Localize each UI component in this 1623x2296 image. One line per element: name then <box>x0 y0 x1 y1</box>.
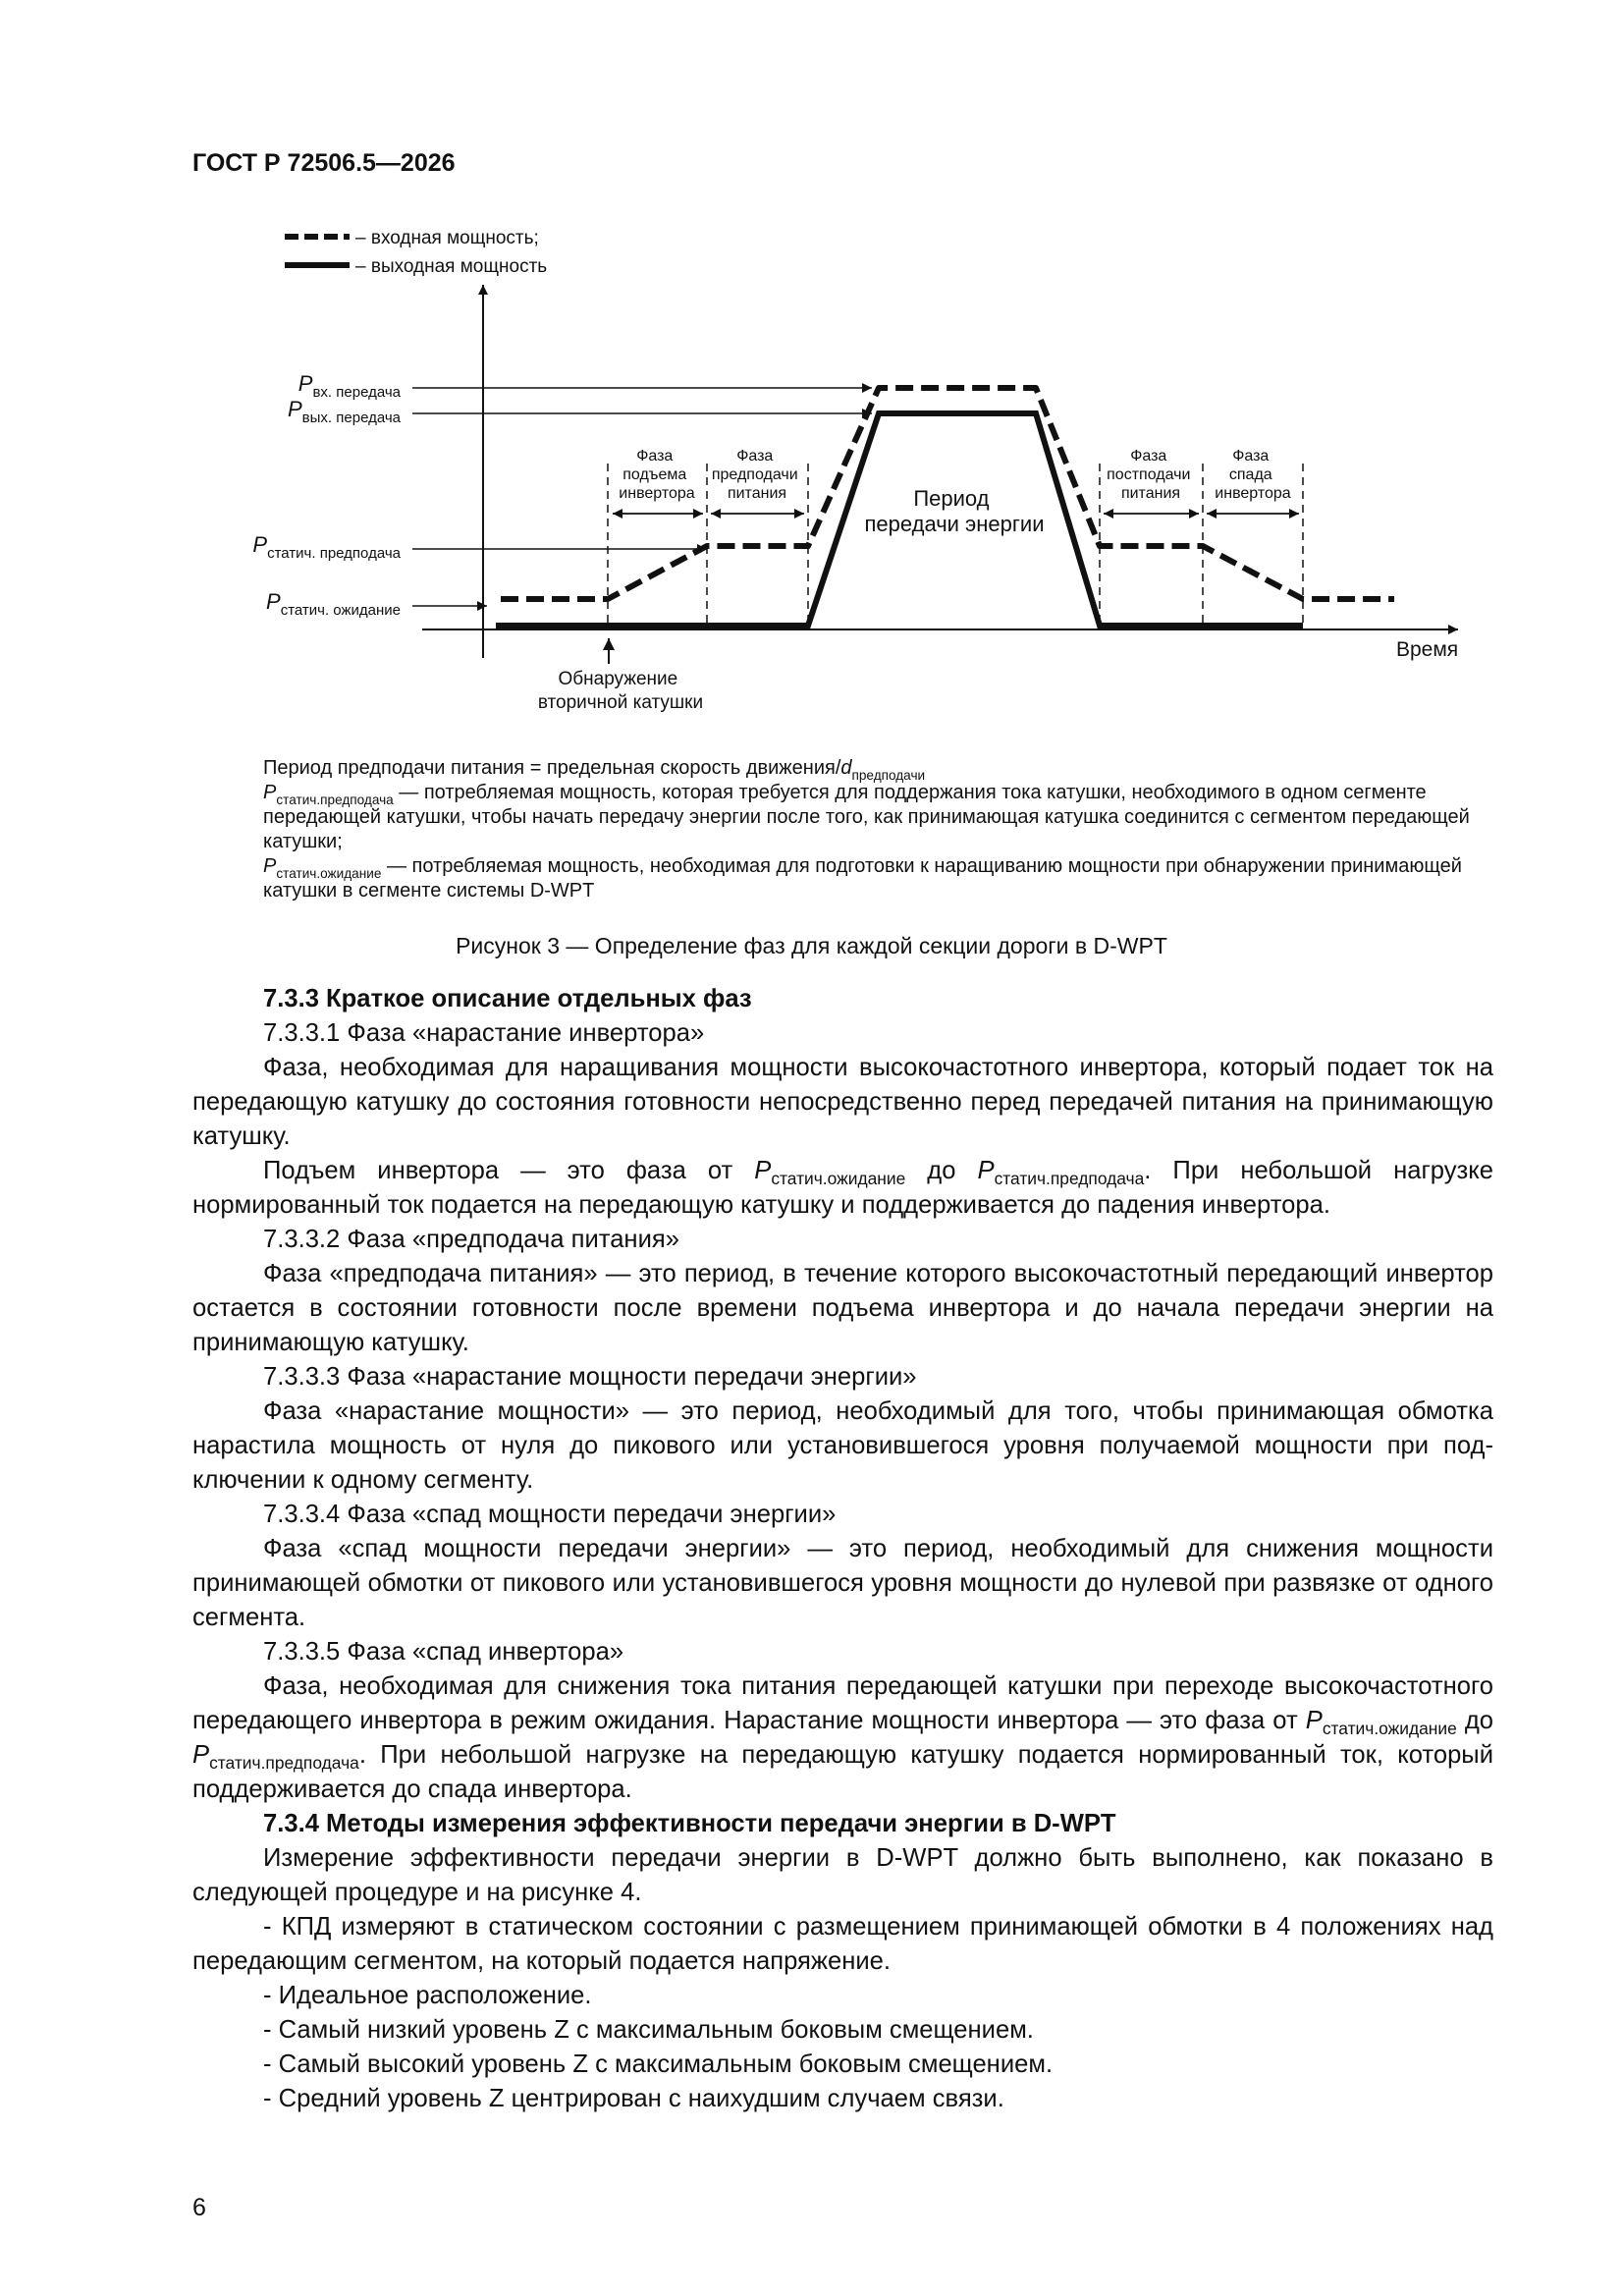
paragraph: Подъем инвертора — это фаза от $P_{статич.ожидание}$ до $P_{статич.предподача}$. При небольшой нагрузке нормированный ток подается на передающую катушку и поддерживается до падения инвертора. <box>192 1157 1494 1219</box>
heading-7-3-3: 7.3.3 Краткое описание отдельных фаз <box>263 985 752 1012</box>
heading-7-3-3-4: 7.3.3.4 Фаза «спад мощности передачи энергии» <box>263 1501 837 1528</box>
detection-label: Обнаружение вторичной катушки <box>537 669 704 713</box>
phase-inverter-down-label: Фаза спада инвертора <box>1215 448 1291 502</box>
figure-legend <box>263 756 1481 903</box>
paragraph: Измерение эффективности передачи энергии в D-WPT должно быть выполнено, как показано в следующей процедуре и на рисунке 4. <box>192 1844 1493 1906</box>
page-number: 6 <box>192 2194 206 2221</box>
legend-note-period: Период предподачи питания = предельная скорость движения/$d_{предподачи}$ <box>263 757 926 783</box>
document-header: ГОСТ Р 72506.5—2026 <box>192 149 456 177</box>
heading-7-3-3-3: 7.3.3.3 Фаза «нарастание мощности передачи энергии» <box>263 1363 917 1391</box>
heading-7-3-3-2: 7.3.3.2 Фаза «предподача питания» <box>263 1226 679 1253</box>
paragraph: Фаза, необходимая для снижения тока питания передающей катушки при переходе высокочастотного передающего инвертора в режим ожидания. Нарастание мощности инвертора — это фаза от $P_{статич.ожидание}$ до $P_{статич.предподача}$. При небольшой нагрузке на передающую катушку подается нормированный ток, который поддерживается до спада инвертора. <box>192 1672 1494 1803</box>
main-text <box>192 982 1493 2116</box>
figure-caption: Рисунок 3 — Определение фаз для каждой секции дороги в D-WPT <box>456 933 1167 958</box>
legend-input-power: – входная мощность; <box>355 228 539 248</box>
label-p-wait: $P_{статич. ожидание}$ <box>266 589 401 619</box>
legend-note-wait: $P_{статич.ожидание}$ — потребляемая мощность, необходимая для подготовки к наращиванию мощности при обнаружении принимающей катушки в сегменте системы D-WPT <box>263 855 1462 902</box>
list-item: - Идеальное расположение. <box>263 1982 592 2009</box>
list-item: - Самый низкий уровень Z с максимальным боковым смещением. <box>263 2016 1034 2044</box>
phase-post-supply-label: Фаза постподачи питания <box>1107 448 1191 502</box>
legend-output-power: – выходная мощность <box>355 256 548 277</box>
phase-diagram <box>0 0 1623 746</box>
legend-note-pre: $P_{статич.предподача}$ — потребляемая мощность, которая требуется для поддержания тока катушки, необходимого в одном сегменте передающей катушки, чтобы начать передачу энергии после того, как принимающая катушка соединится с сегментом передающей катушки; <box>263 782 1470 852</box>
label-p-out: $P_{вых. передача}$ <box>287 397 401 426</box>
heading-7-3-4: 7.3.4 Методы измерения эффективности передачи энергии в D-WPT <box>263 1810 1116 1837</box>
list-item: - КПД измеряют в статическом состоянии с размещением принимающей обмотки в 4 положениях над передающим сегментом, на который подается напряжение. <box>192 1913 1493 1975</box>
transfer-period-label: Период передачи энергии <box>864 486 1045 536</box>
paragraph: Фаза, необходимая для наращивания мощности высокочастотного инвертора, который подает ток на передающую катушку до состояния готовности непосредственно перед передачей питания на принимающую катушку. <box>192 1054 1493 1150</box>
paragraph: Фаза «предподача питания» — это период, в течение которого высокочастотный передающий инвертор остается в состоянии готовности после времени подъема инвертора и до начала передачи энергии на принимающую катушку. <box>192 1260 1493 1356</box>
heading-7-3-3-1: 7.3.3.1 Фаза «нарастание инвертора» <box>263 1019 705 1047</box>
paragraph: Фаза «спад мощности передачи энергии» — это период, необходимый для снижения мощности принимающей обмотки от пикового или установившегося уровня мощности до нулевой при развязке от одного сегмента. <box>192 1535 1493 1631</box>
heading-7-3-3-5: 7.3.3.5 Фаза «спад инвертора» <box>263 1638 624 1666</box>
label-p-pre: $P_{статич. предподача}$ <box>252 532 401 562</box>
phase-inverter-up-label: Фаза подъема инвертора <box>619 448 695 502</box>
x-axis-label: Время <box>1396 638 1459 661</box>
paragraph: Фаза «нарастание мощности» — это период, необходимый для того, чтобы принимающая обмотка нарастила мощность от нуля до пикового или установившегося уровня получаемой мощности при подключении к одному сегменту. <box>192 1397 1493 1494</box>
list-item: - Самый высокий уровень Z с максимальным боковым смещением. <box>263 2050 1054 2078</box>
list-item: - Средний уровень Z центрирован с наихудшим случаем связи. <box>263 2085 1004 2112</box>
phase-pre-supply-label: Фаза предподачи питания <box>711 448 798 502</box>
label-p-in: $P_{вх. передача}$ <box>298 371 401 401</box>
